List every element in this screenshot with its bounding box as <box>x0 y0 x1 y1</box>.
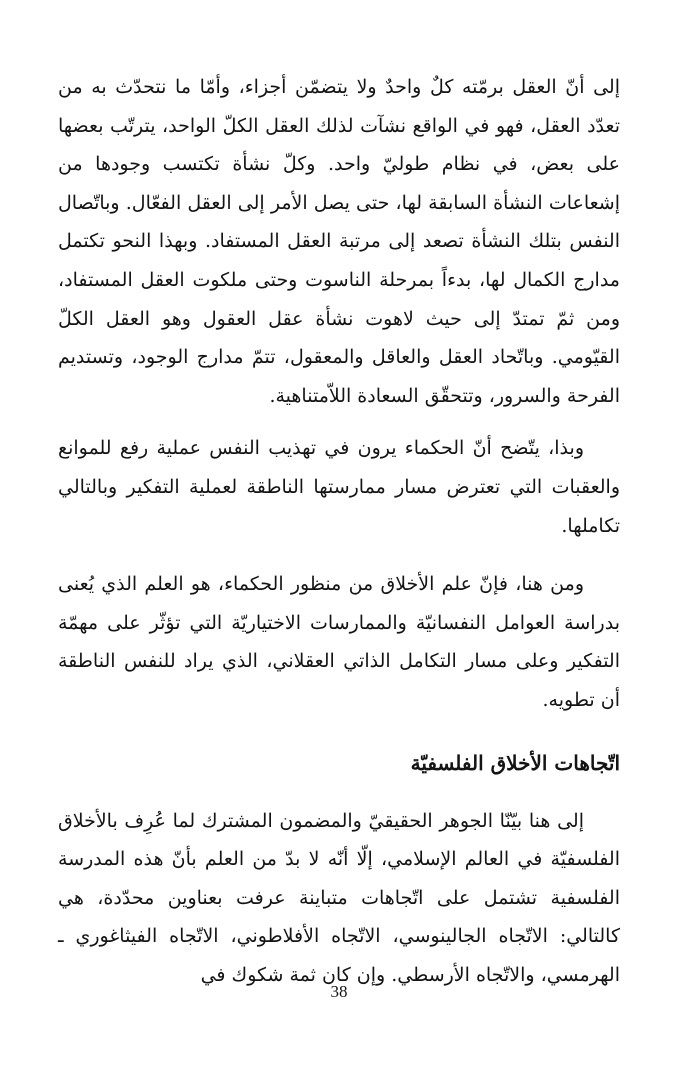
page-body <box>58 68 620 994</box>
paragraph-1: إلى أنّ العقل برمّته كلٌ واحدٌ ولا يتضمّن أجزاء، وأمّا ما نتحدّث به من تعدّد العقل، فهو في الواقع نشآت لذلك العقل الكلّ الواحد، يترتّب بعضها على بعض، في نظام طوليّ واحد. وكلّ نشأة تكتسب وجودها من إشعاعات النشأة السابقة لها، حتى يصل الأمر إلى العقل الفعّال. وباتّصال النفس بتلك النشأة تصعد إلى مرتبة العقل المستفاد. وبهذا النحو تكتمل مدارج الكمال لها، بدءاً بمرحلة الناسوت وحتى ملكوت العقل المستفاد، ومن ثمّ تمتدّ إلى حيث لاهوت نشأة عقل العقول وهو العقل الكلّ القيّومي. وباتّحاد العقل والعاقل والمعقول، تتمّ مدارج الوجود، وتستديم الفرحة والسرور، وتتحقّق السعادة اللاّمتناهية. <box>58 76 620 407</box>
section-heading: اتّجاهات الأخلاق الفلسفيّة <box>410 750 620 775</box>
paragraph-2: وبذا، يتّضح أنّ الحكماء يرون في تهذيب النفس عملية رفع للموانع والعقبات التي تعترض مسار ممارستها الناطقة لعملية التفكير وبالتالي تكاملها. <box>58 437 620 537</box>
page-number: 38 <box>330 982 348 1001</box>
section-paragraph: إلى هنا بيّنّا الجوهر الحقيقيّ والمضمون المشترك لما عُرِف بالأخلاق الفلسفيّة في العالم الإسلامي، إلّا أنّه لا بدّ من العلم بأنّ هذه المدرسة الفلسفية تشتمل على اتّجاهات متباينة عرفت بعناوين محدّدة، هي كالتالي: الاتّجاه الجالينوسي، الاتّجاه الأفلاطوني، الاتّجاه الفيثاغوري ـ الهرمسي، والاتّجاه الأرسطي. وإن كان ثمة شكوك في <box>58 809 620 986</box>
paragraph-3: ومن هنا، فإنّ علم الأخلاق من منظور الحكماء، هو العلم الذي يُعنى بدراسة العوامل النفسانيّة والممارسات الاختياريّة التي تؤثّر على مهمّة التفكير وعلى مسار التكامل الذاتي العقلاني، الذي يراد للنفس الناطقة أن تطويه. <box>58 573 620 711</box>
